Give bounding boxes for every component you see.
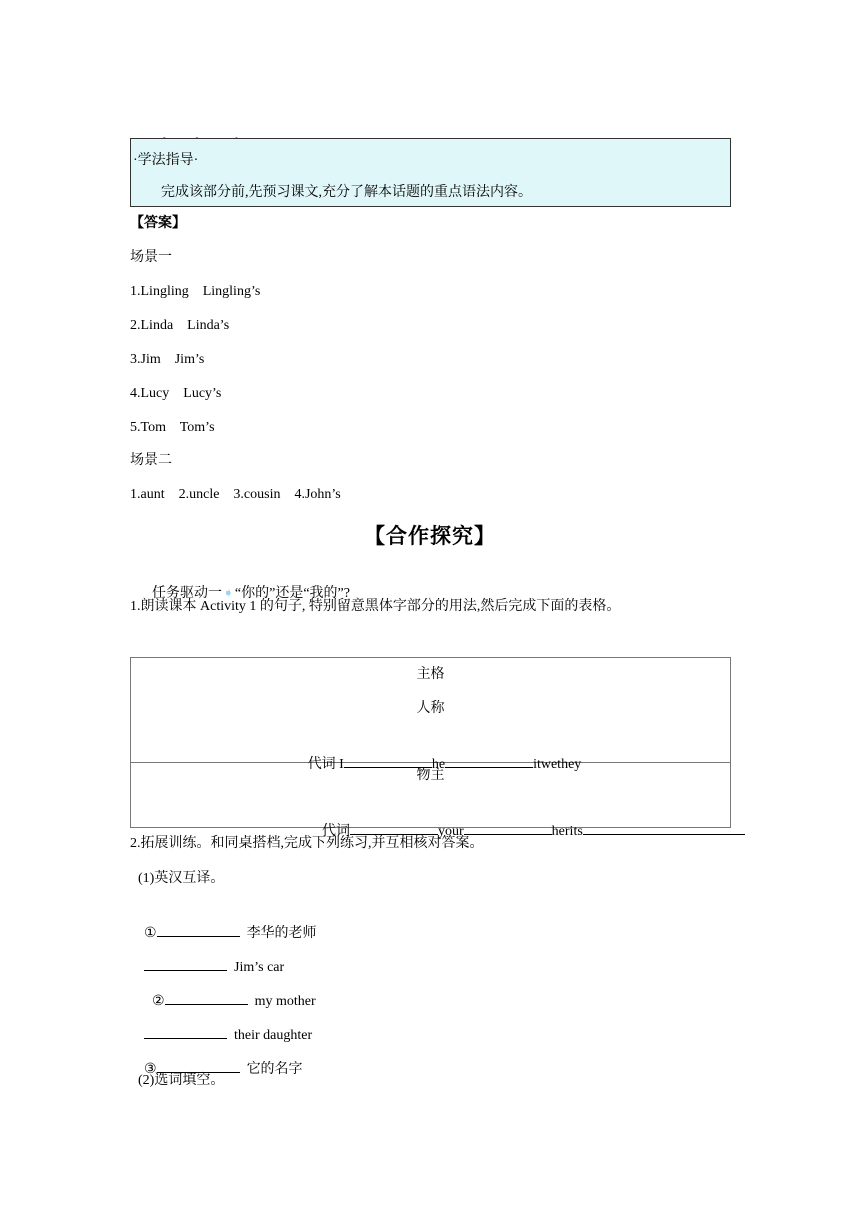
study-tip-box bbox=[130, 138, 731, 207]
answer-blank[interactable] bbox=[583, 820, 745, 835]
study-tip-title: ·学法指导· bbox=[133, 153, 199, 168]
scene-2-label: 场景二 bbox=[130, 453, 172, 468]
arrow-icon: ➧ bbox=[223, 585, 234, 600]
pronoun-table bbox=[130, 657, 731, 839]
answer-blank[interactable] bbox=[464, 820, 552, 835]
answer-blank[interactable] bbox=[144, 1024, 227, 1039]
scene-1-answer: 3.Jim Jim’s bbox=[130, 352, 205, 367]
study-tip-body: 完成该部分前,先预习课文,充分了解本话题的重点语法内容。 bbox=[161, 185, 532, 200]
scene-1-answer: 1.Lingling Lingling’s bbox=[130, 284, 261, 299]
answer-blank[interactable] bbox=[350, 820, 438, 835]
answer-blank[interactable] bbox=[157, 922, 240, 937]
table-cell-text: 人称 bbox=[416, 701, 445, 716]
scene-1-answer: 5.Tom Tom’s bbox=[130, 420, 215, 435]
item-text: their daughter bbox=[234, 1028, 313, 1043]
task-prefix: 任务驱动一 bbox=[152, 586, 222, 601]
table-cell-text: 主格 bbox=[416, 667, 445, 682]
table-cell-text: your bbox=[438, 824, 464, 839]
scene-1-answer: 4.Lucy Lucy’s bbox=[130, 386, 222, 401]
table-row bbox=[131, 763, 730, 839]
part-1-label: (1)英汉互译。 bbox=[138, 871, 225, 886]
scene-1-label: 场景一 bbox=[130, 250, 172, 265]
answer-blank[interactable] bbox=[165, 990, 248, 1005]
scene-1-answer: 2.Linda Linda’s bbox=[130, 318, 230, 333]
part-2-label: (2)选词填空。 bbox=[138, 1073, 225, 1088]
table-cell-text: 物主 bbox=[416, 768, 445, 783]
item-number: ③ bbox=[144, 1062, 157, 1077]
step-1-instruction: 1.朗读课本 Activity 1 的句子, 特别留意黑体字部分的用法,然后完成下面的表格。 bbox=[130, 599, 621, 614]
item-number: ② bbox=[152, 994, 165, 1009]
item-text: Jim’s car bbox=[234, 960, 285, 975]
table-row bbox=[131, 658, 730, 772]
step-2-instruction: 2.拓展训练。和同桌搭档,完成下列练习,并互相核对答案。 bbox=[130, 836, 484, 851]
table-cell-text: herits bbox=[551, 824, 583, 839]
table-cell-text: 代词 I bbox=[307, 757, 344, 772]
table-cell-text: 代词 bbox=[322, 824, 350, 839]
task-suffix: “你的”还是“我的”? bbox=[234, 586, 350, 601]
answers-heading: 【答案】 bbox=[130, 216, 186, 231]
table-cell-text: itwethey bbox=[533, 757, 582, 772]
item-text: 它的名字 bbox=[246, 1062, 303, 1077]
table-cell-text: he bbox=[431, 757, 446, 772]
answer-blank[interactable] bbox=[144, 956, 227, 971]
item-number: ① bbox=[144, 926, 157, 941]
item-text: my mother bbox=[254, 994, 316, 1009]
section-title: 【合作探究】 bbox=[364, 524, 496, 548]
scene-2-answers: 1.aunt 2.uncle 3.cousin 4.John’s bbox=[130, 487, 341, 502]
item-text: 李华的老师 bbox=[246, 926, 317, 941]
